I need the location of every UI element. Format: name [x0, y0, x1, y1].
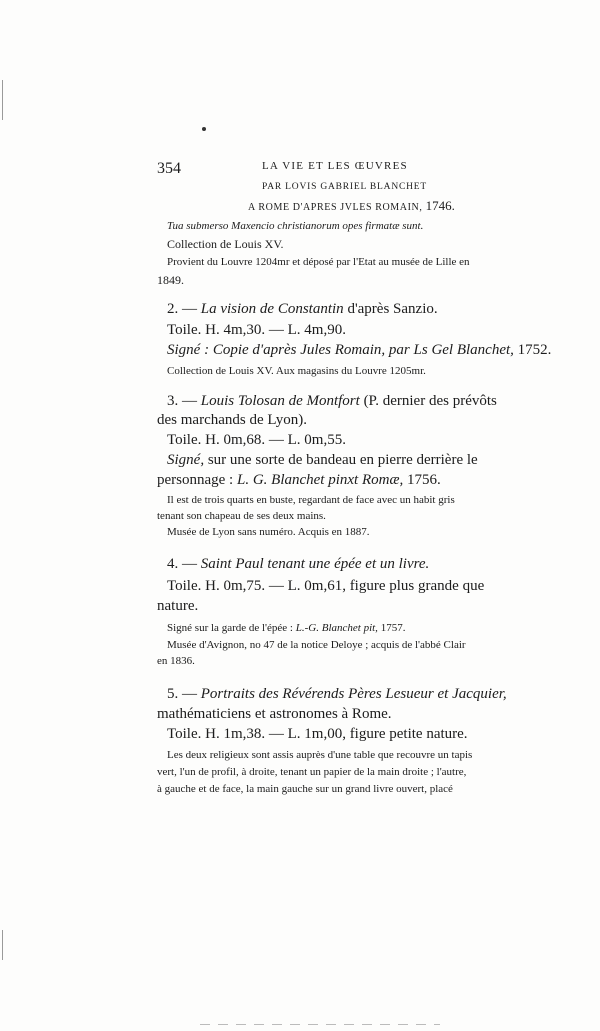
entry-3-dimensions: Toile. H. 0m,68. — L. 0m,55.	[167, 432, 346, 448]
header-subtitle-2: A ROME D'APRES JVLES ROMAIN, 1746.	[248, 198, 455, 213]
entry-4-dimensions-line2: nature.	[157, 598, 199, 614]
entry-4-museum-line2: en 1836.	[157, 655, 195, 667]
provenance-year: 1849.	[157, 273, 184, 287]
ink-dot	[202, 127, 206, 131]
entry-2-note: Collection de Louis XV. Aux magasins du Louvre 1205mr.	[167, 365, 426, 377]
entry-4-title: 4. — Saint Paul tenant une épée et un livre.	[167, 556, 430, 572]
page-number: 354	[157, 160, 181, 177]
latin-inscription: Tua submerso Maxencio christianorum opes firmatæ sunt.	[167, 220, 424, 232]
entry-3-title: 3. — Louis Tolosan de Montfort (P. dernier des prévôts	[167, 393, 497, 409]
entry-3-signature-line2: personnage : L. G. Blanchet pinxt Romæ, 1756.	[157, 472, 441, 488]
running-head: LA VIE ET LES ŒUVRES	[262, 160, 408, 172]
entry-5-title-line2: mathématiciens et astronomes à Rome.	[157, 706, 392, 722]
scan-edge-mark	[2, 80, 3, 120]
entry-4-signature: Signé sur la garde de l'épée : L.-G. Blanchet pit, 1757.	[167, 622, 406, 634]
scan-bottom-edge	[200, 1024, 440, 1025]
entry-2-dimensions: Toile. H. 4m,30. — L. 4m,90.	[167, 322, 346, 338]
entry-3-signature: Signé, sur une sorte de bandeau en pierre derrière le	[167, 452, 478, 468]
entry-2-title: 2. — La vision de Constantin d'après Sanzio.	[167, 301, 438, 317]
entry-5-title: 5. — Portraits des Révérends Pères Lesueur et Jacquier,	[167, 686, 507, 702]
entry-5-description-line2: vert, l'un de profil, à droite, tenant un papier de la main droite ; l'autre,	[157, 766, 467, 778]
entry-4-dimensions: Toile. H. 0m,75. — L. 0m,61, figure plus grande que	[167, 578, 485, 594]
entry-3-description: Il est de trois quarts en buste, regardant de face avec un habit gris	[167, 494, 455, 506]
entry-3-museum: Musée de Lyon sans numéro. Acquis en 1887.	[167, 526, 370, 538]
entry-2-signature: Signé : Copie d'après Jules Romain, par Ls Gel Blanchet, 1752.	[167, 342, 552, 358]
entry-5-description-line3: à gauche et de face, la main gauche sur un grand livre ouvert, placé	[157, 783, 453, 795]
scan-edge-mark	[2, 930, 3, 960]
entry-3-title-line2: des marchands de Lyon).	[157, 412, 307, 428]
entry-3-description-line2: tenant son chapeau de ses deux mains.	[157, 510, 326, 522]
header-subtitle-1: PAR LOVIS GABRIEL BLANCHET	[262, 182, 427, 192]
entry-5-description: Les deux religieux sont assis auprès d'une table que recouvre un tapis	[167, 749, 473, 761]
entry-5-dimensions: Toile. H. 1m,38. — L. 1m,00, figure petite nature.	[167, 726, 468, 742]
collection-note: Collection de Louis XV.	[167, 237, 284, 251]
entry-4-museum: Musée d'Avignon, no 47 de la notice Deloye ; acquis de l'abbé Clair	[167, 639, 466, 651]
provenance-note: Provient du Louvre 1204mr et déposé par l'Etat au musée de Lille en	[167, 256, 470, 268]
